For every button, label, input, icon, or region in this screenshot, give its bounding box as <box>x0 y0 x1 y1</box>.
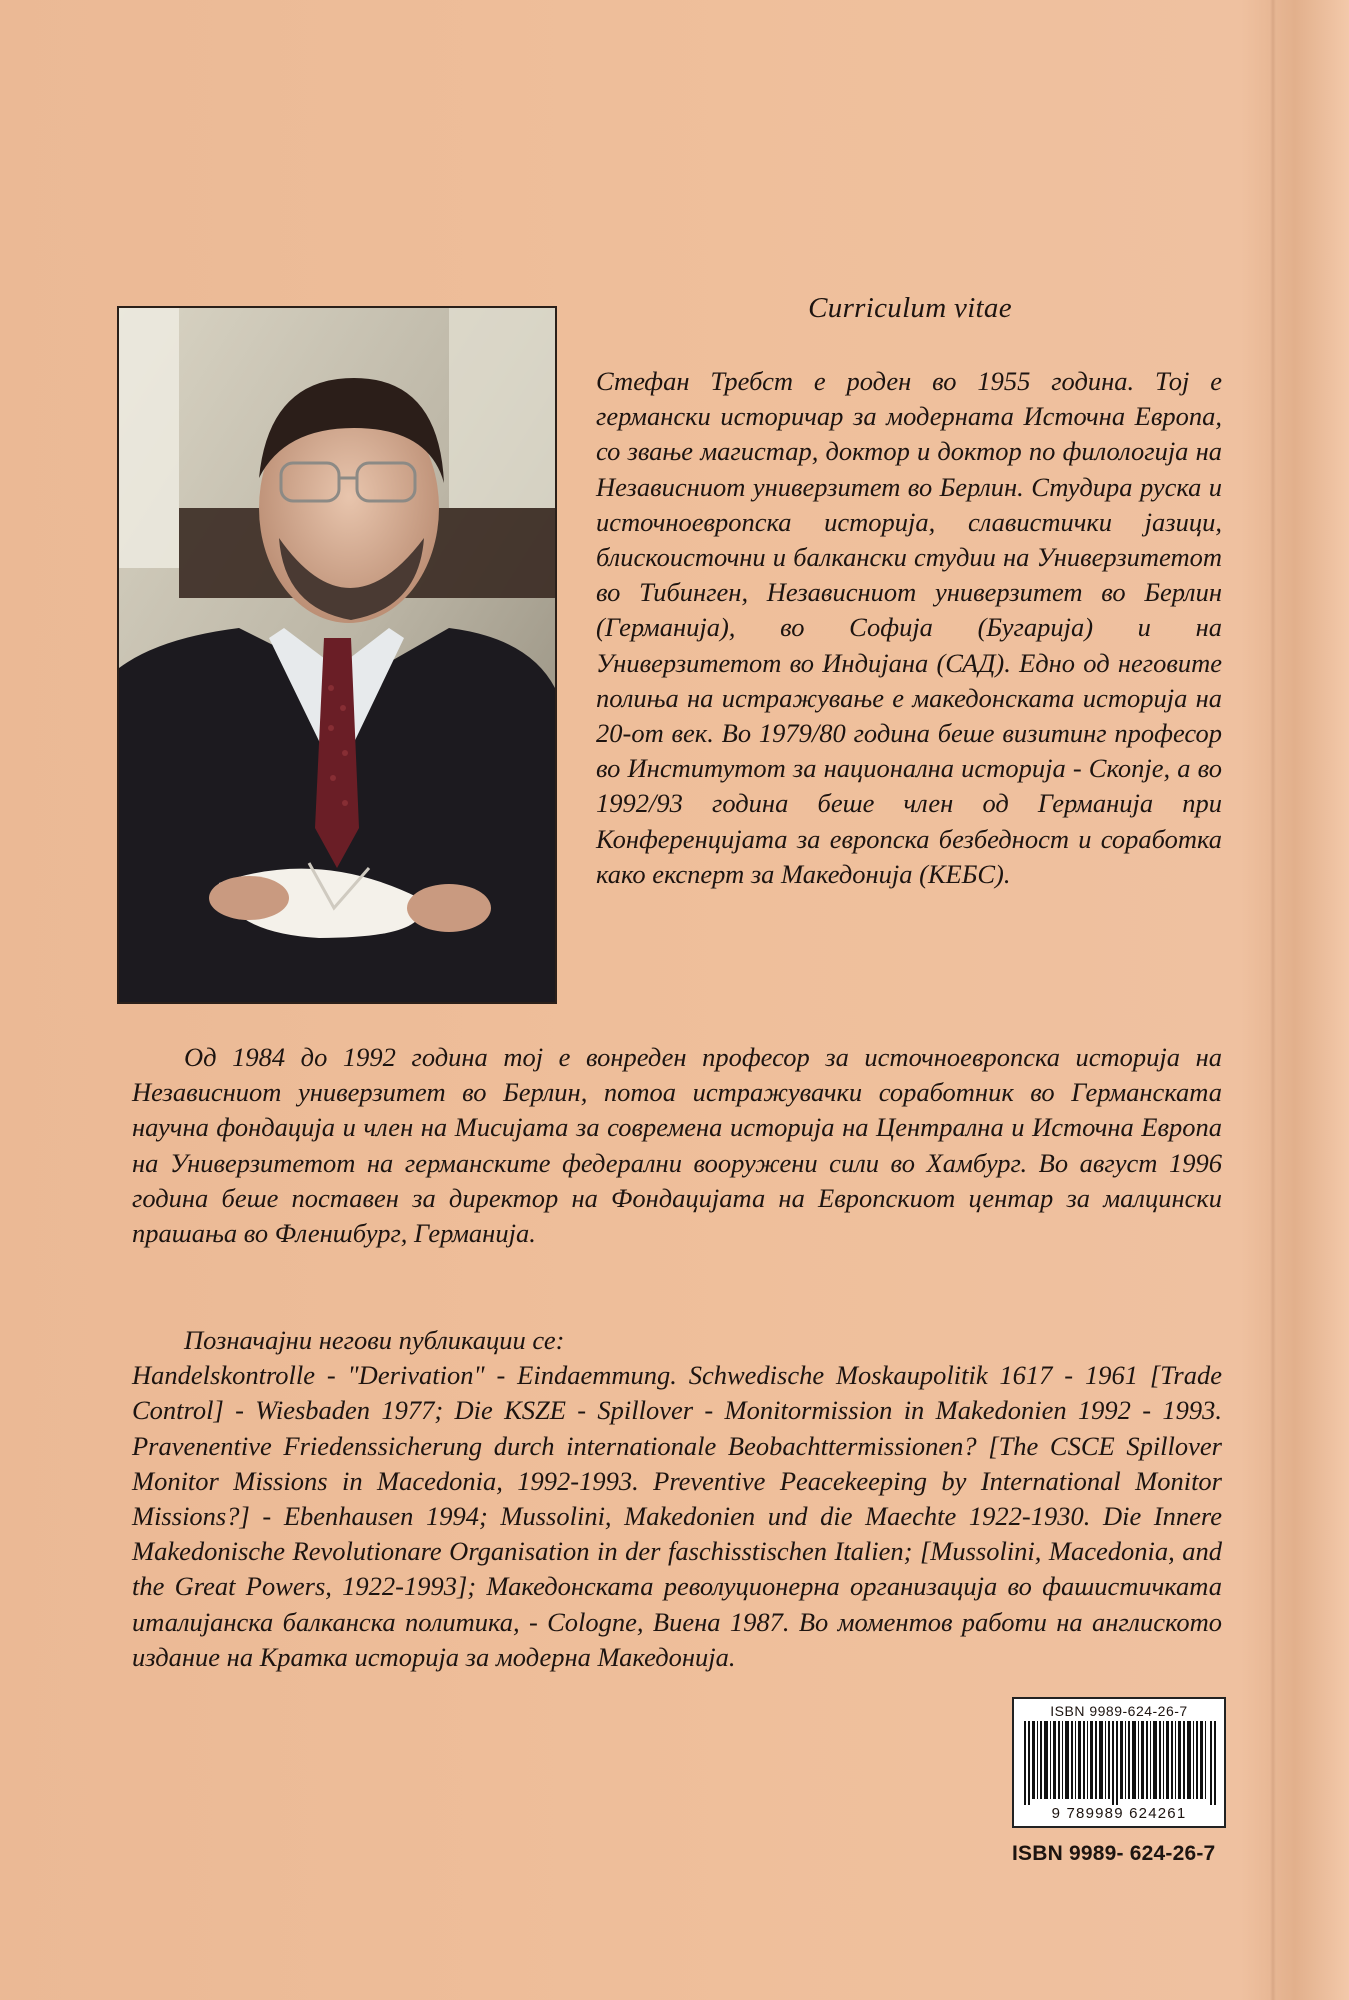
biography-paragraph-2: Од 1984 до 1992 година тој е вонреден професор за источноевропска историја на Независниот универзитет во Берлин, потоа истражувачки соработник во Германската научна фондација и член на Мисијата за современа историја на Централна и Источна Европа на Универзитетот на германските федерални вооружени сили во Хамбург. Во август 1996 година беше поставен за директор на Фондацијата на Европскиот центар за малцински прашања во Фленшбург, Германија. <box>132 1042 1222 1249</box>
publications-list: Handelskontrolle - "Derivation" - Eindaemmung. Schwedische Moskaupolitik 1617 - 1961 [Trade Control] - Wiesbaden 1977; Die KSZE - Spillover - Monitormission in Makedonien 1992 - 1993. Pravenentive Friedenssicherung durch internationale Beobachttermissionen? [The CSCE Spillover Monitor Missions in Macedonia, 1992-1993. Preventive Peacekeeping by International Monitor Missions?] - Ebenhausen 1994; Mussolini, Makedonien und die Maechte 1922-1930. Die Innere Makedonische Revolutionare Organisation in der faschisstischen Italien; [Mussolini, Macedonia, and the Great Powers, 1922-1993]; Македонската револуционерна организација во фашистичката италијанска балканска политика, - Cologne, Виена 1987. Во моментов работи на англиското издание на Кратка историја за модерна Македонија. <box>132 1360 1222 1672</box>
publications-paragraph <box>132 1323 1222 1675</box>
isbn-barcode <box>1012 1697 1226 1828</box>
barcode-bars <box>1024 1721 1216 1805</box>
author-portrait-photo <box>117 306 557 1004</box>
barcode-isbn-label: ISBN 9989-624-26-7 <box>1050 1703 1188 1719</box>
publications-lead: Позначајни негови публикации се: <box>184 1325 565 1355</box>
barcode-digits: 9 789989 624261 <box>1051 1805 1187 1822</box>
cover-fold-edge <box>1270 0 1276 2000</box>
curriculum-vitae-heading: Curriculum vitae <box>808 292 1012 324</box>
biography-paragraph-1: Стефан Требст е роден во 1955 година. Тој е германски историчар за модерната Источна Европа, со звање магистар, доктор и доктор по филологија на Независниот универзитет во Берлин. Студира руска и источноевропска историја, славистички јазици, блискоисточни и балкански студии на Универзитетот во Тибинген, Независниот универзитет во Берлин (Германија), во Софија (Бугарија) и на Универзитетот во Индијана (САД). Едно од неговите полиња на истражување е македонската историја на 20-от век. Во 1979/80 година беше визитинг професор во Институтот за национална историја - Скопје, а во 1992/93 година беше член од Германија при Конференцијата за европска безбедност и соработка како експерт за Македонија (КЕБС). <box>596 366 1222 889</box>
isbn-number: ISBN 9989- 624-26-7 <box>1012 1842 1216 1865</box>
